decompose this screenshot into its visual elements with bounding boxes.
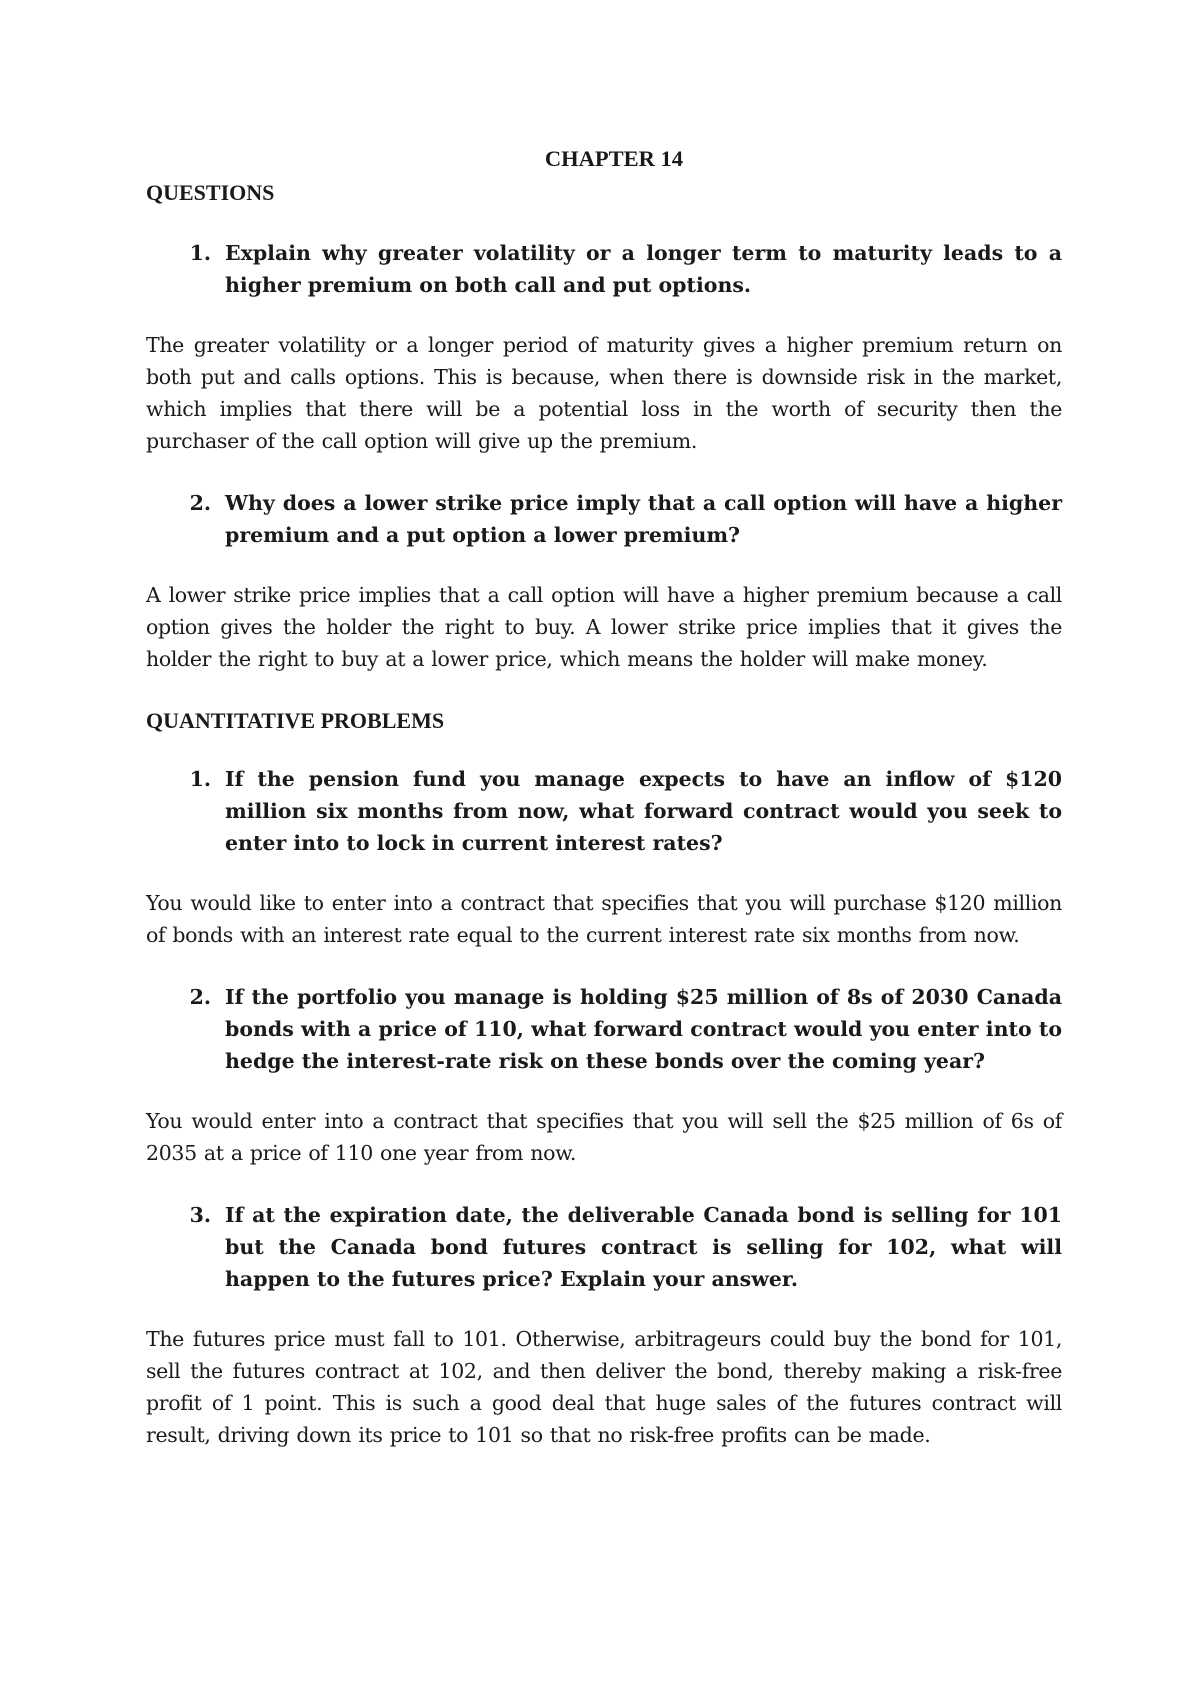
answer-text: The greater volatility or a longer period of maturity gives a higher premium return on both put and calls options. This is because, when there is downside risk in the market, which implies that there will be a potential loss in the worth of security then the purchaser of the call option will give up the premium. [146, 333, 1062, 453]
document-page [146, 143, 1062, 1481]
problem-text: If the portfolio you manage is holding $25 million of 8s of 2030 Canada bonds with a price of 110, what forward contract would you enter into to hedge the interest-rate risk on these bonds over the coming year? [225, 985, 1062, 1073]
answer-text: You would like to enter into a contract that specifies that you will purchase $120 million of bonds with an interest rate equal to the current interest rate six months from now. [146, 891, 1062, 947]
problem-number: 1. [189, 767, 211, 791]
problem-block [146, 981, 1062, 1169]
problem-text: If the pension fund you manage expects to have an inflow of $120 million six months from now, what forward contract would you seek to enter into to lock in current interest rates? [225, 767, 1062, 855]
question-text: Explain why greater volatility or a longer term to maturity leads to a higher premium on both call and put options. [225, 241, 1062, 297]
problem-number: 2. [189, 985, 211, 1009]
problem-text: If at the expiration date, the deliverable Canada bond is selling for 101 but the Canada bond futures contract is selling for 102, what will happen to the futures price? Explain your answer. [225, 1203, 1062, 1291]
problem-block [146, 1199, 1062, 1451]
problem [146, 981, 1062, 1077]
question-block [146, 487, 1062, 675]
question [146, 237, 1062, 301]
question-number: 2. [189, 491, 211, 515]
questions-heading: QUESTIONS [146, 180, 275, 205]
problem-block [146, 763, 1062, 951]
problem [146, 763, 1062, 859]
question [146, 487, 1062, 551]
question-block [146, 237, 1062, 457]
answer-text: The futures price must fall to 101. Otherwise, arbitrageurs could buy the bond for 101, sell the futures contract at 102, and then deliver the bond, thereby making a risk-free profit of 1 point. This is such a good deal that huge sales of the futures contract will result, driving down its price to 101 so that no risk-free profits can be made. [146, 1327, 1062, 1447]
answer-text: A lower strike price implies that a call option will have a higher premium because a call option gives the holder the right to buy. A lower strike price implies that it gives the holder the right to buy at a lower price, which means the holder will make money. [146, 583, 1062, 671]
quantitative-problems-heading: QUANTITATIVE PROBLEMS [146, 708, 445, 733]
chapter-title: CHAPTER 14 [544, 146, 684, 171]
question-number: 1. [189, 241, 211, 265]
problem-number: 3. [189, 1203, 211, 1227]
answer-text: You would enter into a contract that specifies that you will sell the $25 million of 6s of 2035 at a price of 110 one year from now. [146, 1109, 1062, 1165]
problem [146, 1199, 1062, 1295]
question-text: Why does a lower strike price imply that a call option will have a higher premium and a put option a lower premium? [225, 491, 1062, 547]
